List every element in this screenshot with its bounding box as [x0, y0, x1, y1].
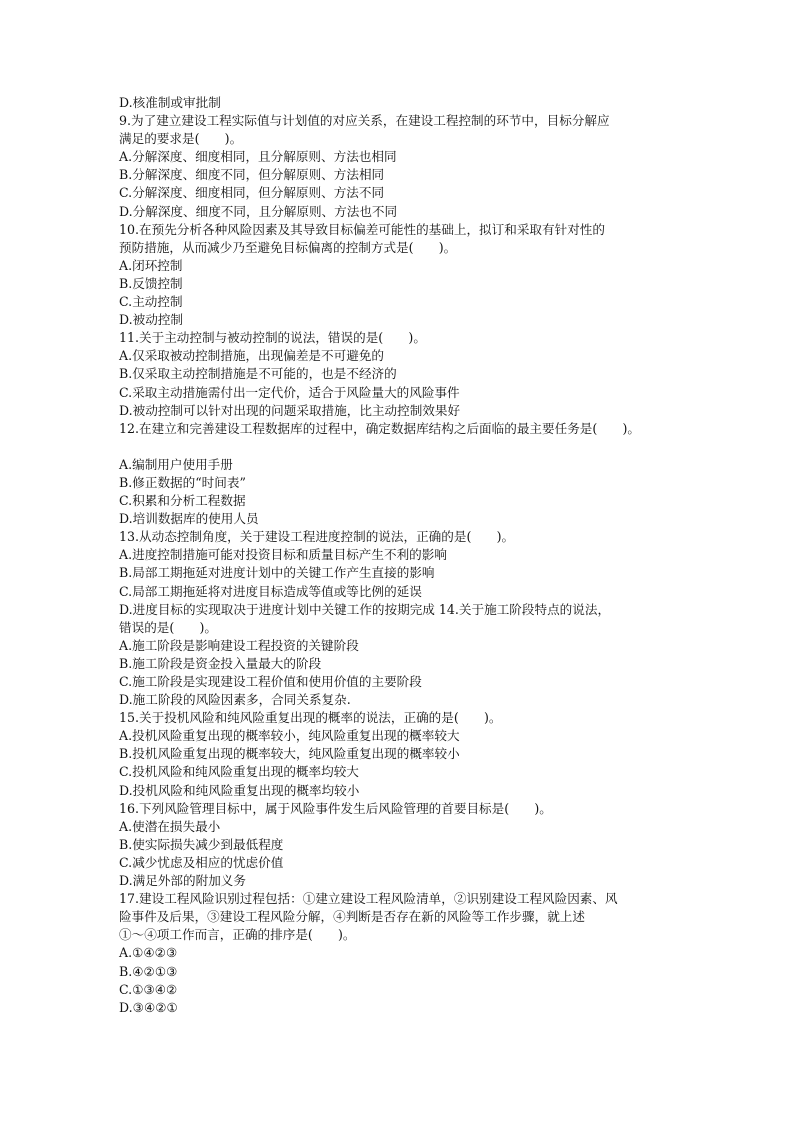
- question-text-body: [119, 94, 709, 1017]
- text-line: D.分解深度、细度不同，且分解原则、方法也不同: [119, 203, 398, 219]
- text-line: 9.为了建立建设工程实际值与计划值的对应关系，在建设工程控制的环节中，目标分解应: [119, 113, 610, 129]
- text-line: B.仅采取主动控制措施是不可能的，也是不经济的: [119, 366, 397, 382]
- text-line: D.培训数据库的使用人员: [119, 511, 259, 527]
- text-line: B.施工阶段是资金投入量最大的阶段: [119, 655, 322, 671]
- text-line: 10.在预先分析各种风险因素及其导致目标偏差可能性的基础上，拟订和采取有针对性的: [119, 221, 605, 237]
- text-line: C.①③④②: [119, 981, 178, 997]
- text-line: B.局部工期拖延对进度计划中的关键工作产生直接的影响: [119, 565, 435, 581]
- text-line: C.分解深度、细度相同，但分解原则、方法不同: [119, 185, 385, 201]
- blank-line: [119, 438, 709, 456]
- text-line: 16.下列风险管理目标中，属于风险事件发生后风险管理的首要目标是( )。: [119, 800, 552, 816]
- text-line: A.施工阶段是影响建设工程投资的关键阶段: [119, 637, 359, 653]
- text-line: A.分解深度、细度相同，且分解原则、方法也相同: [119, 149, 397, 165]
- text-line: 12.在建立和完善建设工程数据库的过程中，确定数据库结构之后面临的最主要任务是( )。: [119, 420, 641, 436]
- text-line: A.使潜在损失最小: [119, 818, 221, 834]
- text-line: D.满足外部的附加义务: [119, 873, 246, 889]
- text-line: A.①④②③: [119, 945, 178, 961]
- text-line: C.主动控制: [119, 294, 183, 310]
- text-line: 预防措施，从而减少乃至避免目标偏离的控制方式是( )。: [119, 239, 457, 255]
- text-line: C.投机风险和纯风险重复出现的概率均较大: [119, 764, 359, 780]
- text-line: A.仅采取被动控制措施，出现偏差是不可避免的: [119, 348, 384, 364]
- text-line: C.采取主动措施需付出一定代价，适合于风险量大的风险事件: [119, 384, 460, 400]
- text-line: D.核准制或审批制: [119, 95, 221, 110]
- text-line: D.被动控制可以针对出现的问题采取措施，比主动控制效果好: [119, 402, 461, 418]
- text-line: D.投机风险和纯风险重复出现的概率均较小: [119, 782, 360, 798]
- text-line: A.编制用户使用手册: [119, 456, 233, 472]
- text-line: C.施工阶段是实现建设工程价值和使用价值的主要阶段: [119, 674, 422, 689]
- text-line: C.减少忧虑及相应的忧虑价值: [119, 854, 284, 870]
- text-line: B.④②①③: [119, 963, 178, 979]
- text-line: 险事件及后果，③建设工程风险分解，④判断是否存在新的风险等工作步骤，就上述: [119, 909, 585, 925]
- text-line: C.局部工期拖延将对进度目标造成等值或等比例的延误: [119, 583, 422, 599]
- text-line: 错误的是( )。: [119, 619, 217, 635]
- text-line: B.投机风险重复出现的概率较大，纯风险重复出现的概率较小: [119, 746, 460, 762]
- text-line: 11.关于主动控制与被动控制的说法，错误的是( )。: [119, 330, 426, 346]
- text-line: D.被动控制: [119, 312, 184, 328]
- text-line: B.修正数据的“时间表”: [119, 474, 246, 490]
- text-line: D.进度目标的实现取决于进度计划中关键工作的按期完成 14.关于施工阶段特点的说法，: [119, 601, 611, 617]
- text-line: D.施工阶段的风险因素多，合同关系复杂.: [119, 692, 351, 708]
- text-line: B.反馈控制: [119, 275, 183, 291]
- text-line: 满足的要求是( )。: [119, 131, 243, 147]
- text-line: 17.建设工程风险识别过程包括：①建立建设工程风险清单，②识别建设工程风险因素、风: [119, 891, 618, 907]
- text-line: A.闭环控制: [119, 257, 183, 273]
- text-line: A.投机风险重复出现的概率较小，纯风险重复出现的概率较大: [119, 728, 460, 744]
- text-line: D.③④②①: [119, 999, 178, 1015]
- text-line: B.使实际损失减少到最低程度: [119, 836, 284, 852]
- text-line: C.积累和分析工程数据: [119, 493, 246, 509]
- text-line: B.分解深度、细度不同，但分解原则、方法相同: [119, 167, 385, 183]
- text-line: A.进度控制措施可能对投资目标和质量目标产生不利的影响: [119, 547, 447, 563]
- text-line: 13.从动态控制角度，关于建设工程进度控制的说法，正确的是( )。: [119, 529, 515, 545]
- text-line: ①～④项工作而言，正确的排序是( )。: [119, 927, 356, 943]
- text-line: 15.关于投机风险和纯风险重复出现的概率的说法，正确的是( )。: [119, 710, 502, 726]
